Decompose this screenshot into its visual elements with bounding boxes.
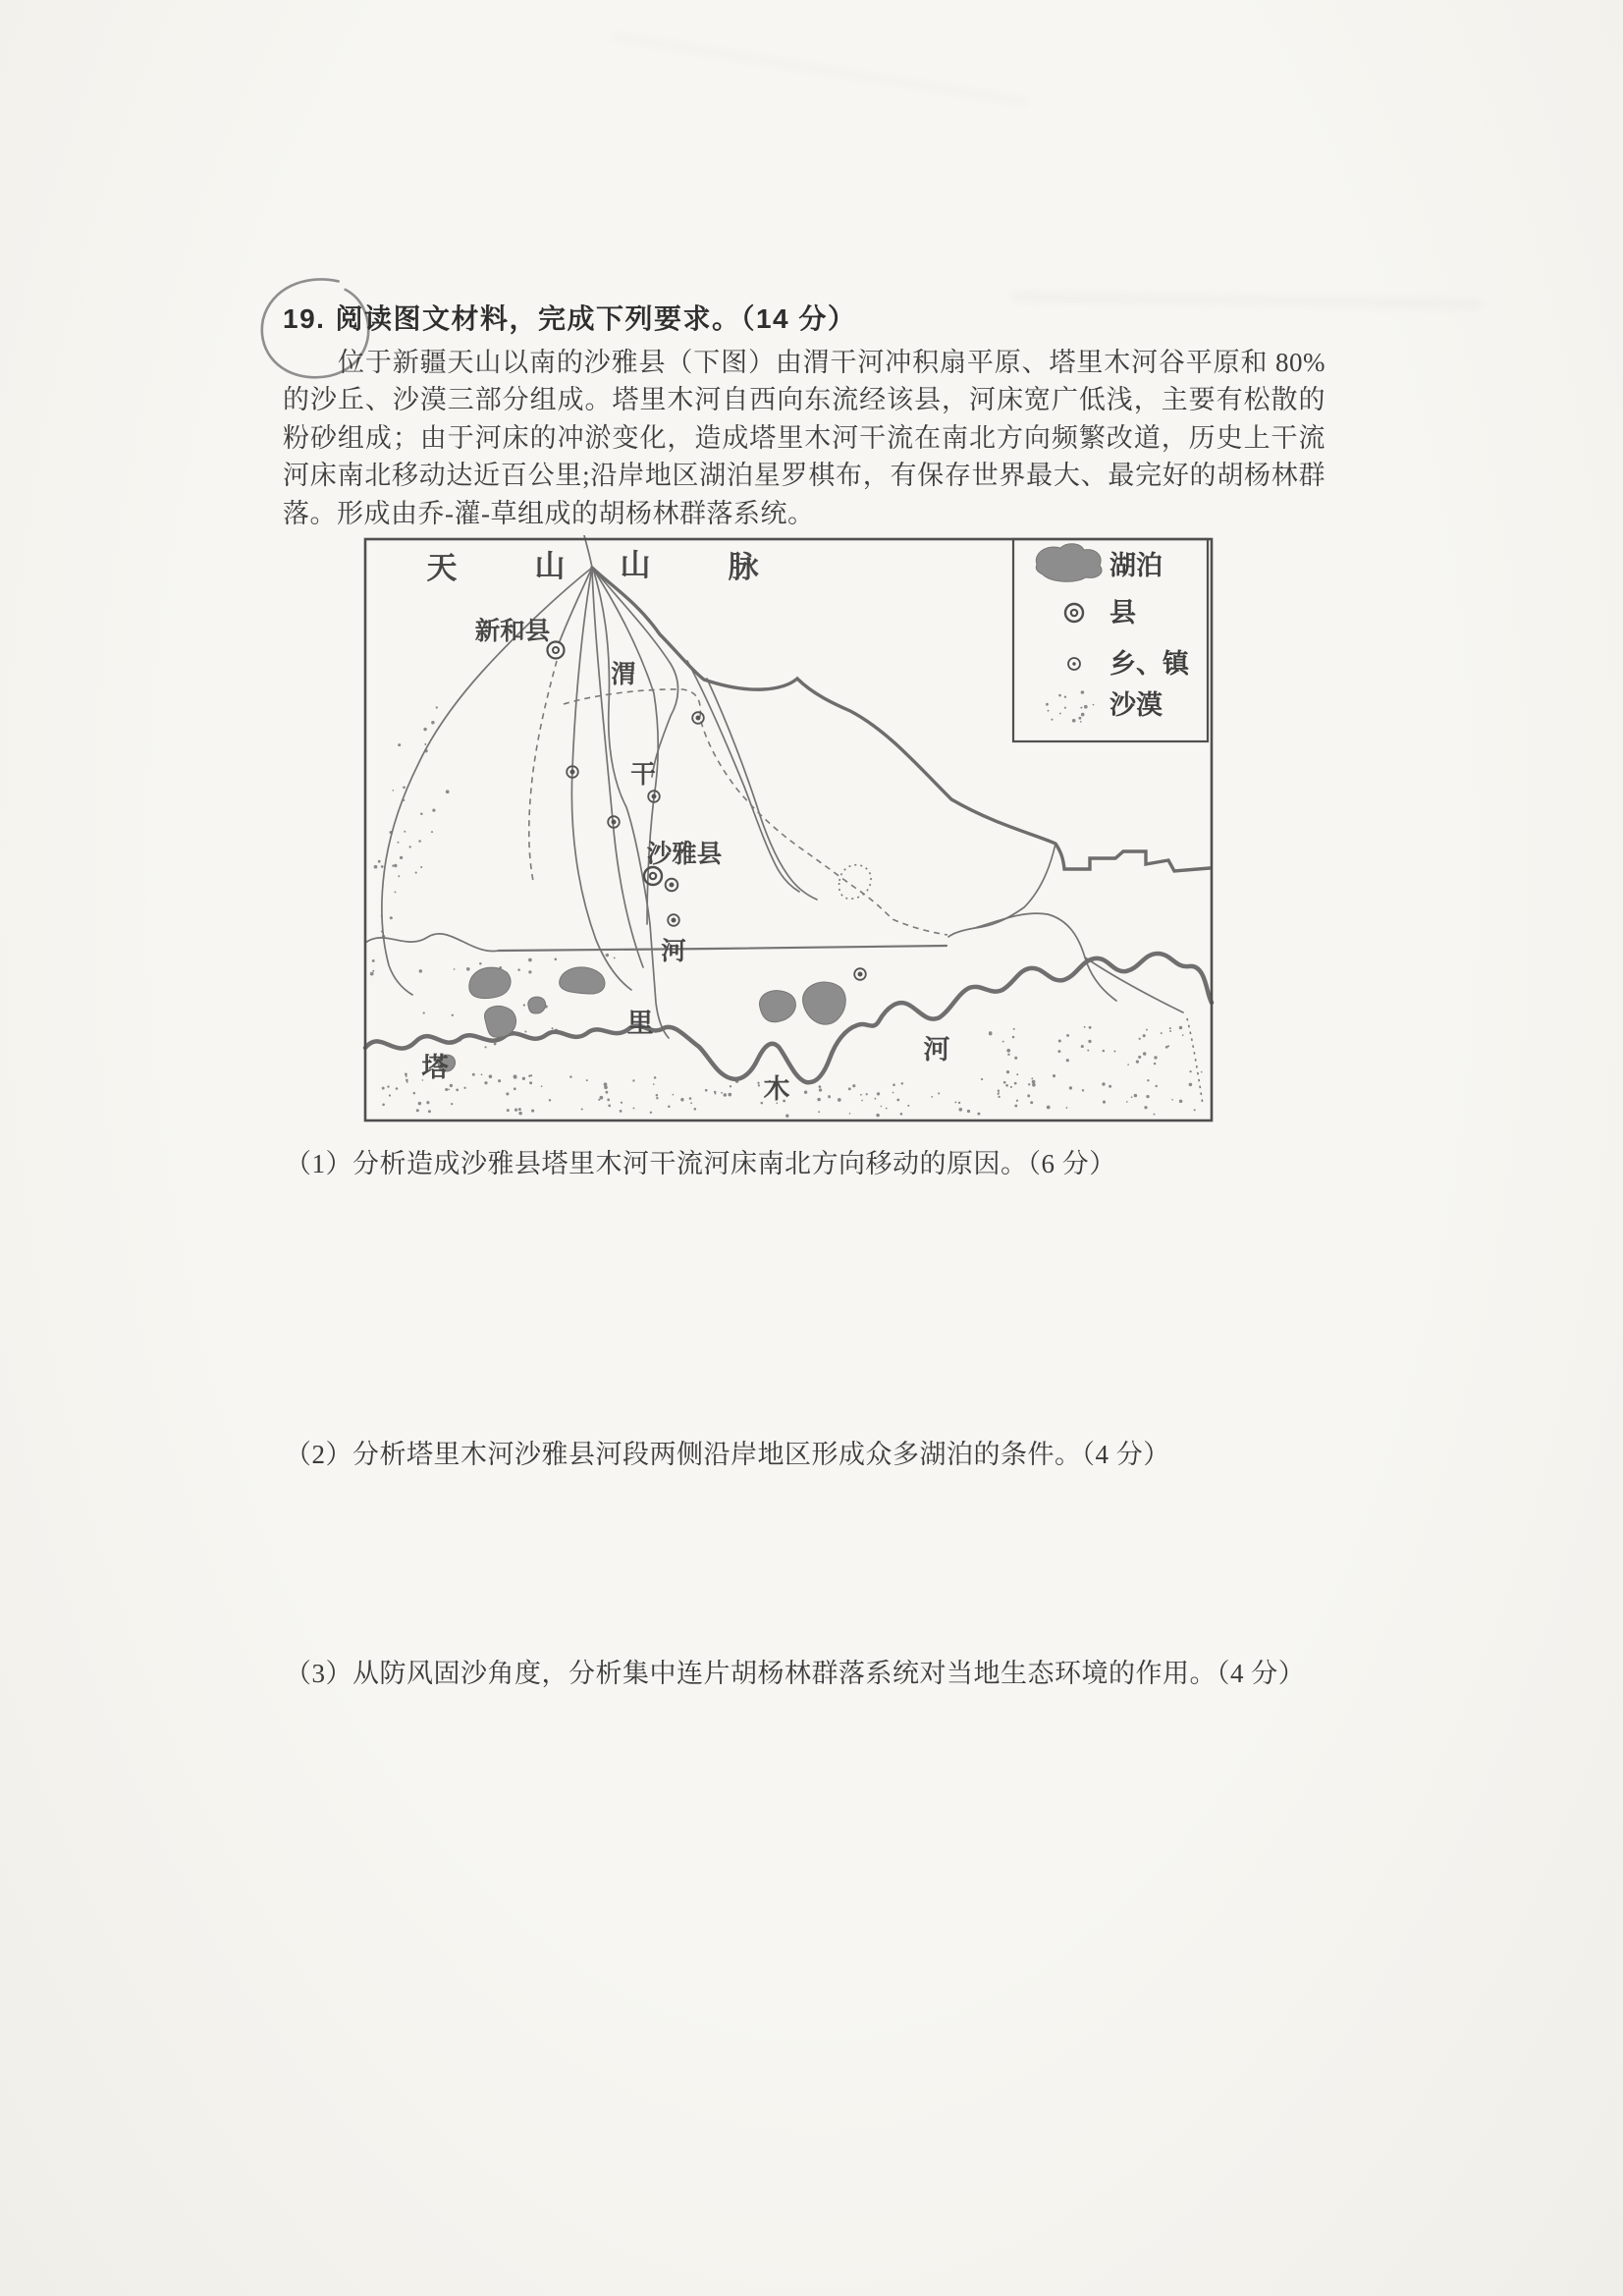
- legend-label: 沙漠: [1109, 690, 1163, 720]
- shaya-county-label: 沙雅县: [646, 840, 723, 868]
- lake-shape: [803, 982, 846, 1024]
- weigan-river-label-char: 渭: [611, 660, 636, 688]
- sub-question-3: [285, 1652, 1305, 1690]
- question-label: （3）: [285, 1659, 352, 1688]
- legend-label: 乡、镇: [1109, 649, 1189, 679]
- scan-smudge: [1011, 291, 1483, 310]
- county-marker-shaya: [644, 867, 662, 885]
- lake-shape: [759, 991, 795, 1022]
- mountain-label-char: 脉: [728, 550, 759, 584]
- weigan-river-label-char: 干: [630, 760, 656, 789]
- question-header: [283, 298, 856, 337]
- lake-shape: [560, 967, 605, 994]
- mountain-label-char: 山: [534, 549, 566, 583]
- map-figure: [361, 535, 1216, 1124]
- legend-label: 湖泊: [1109, 551, 1163, 580]
- question-label: （1）: [285, 1149, 352, 1178]
- tarim-river-label-char: 塔: [421, 1053, 449, 1082]
- weigan-river-label-char: 河: [661, 937, 686, 965]
- map-svg: [361, 535, 1216, 1124]
- town-marker: [668, 914, 679, 926]
- sub-question-2: [285, 1433, 1170, 1471]
- question-text: 从防风固沙角度，分析集中连片胡杨林群落系统对当地生态环境的作用。（4 分）: [352, 1659, 1306, 1688]
- tarim-river-label-char: 河: [923, 1035, 950, 1065]
- legend-label: 县: [1109, 598, 1136, 628]
- town-marker: [692, 712, 704, 724]
- town-marker: [854, 968, 866, 980]
- question-text: 分析塔里木河沙雅县河段两侧沿岸地区形成众多湖泊的条件。（4 分）: [352, 1440, 1170, 1469]
- tarim-river-label-char: 木: [763, 1074, 790, 1104]
- lake-shape: [528, 997, 546, 1013]
- xinhe-county-label: 新和县: [474, 617, 551, 645]
- mountain-label-char: 山: [620, 548, 651, 582]
- question-text: 分析造成沙雅县塔里木河干流河床南北方向移动的原因。（6 分）: [352, 1149, 1116, 1178]
- question-header-text: 阅读图文材料，完成下列要求。（14 分）: [335, 303, 857, 334]
- town-marker: [666, 879, 678, 892]
- town-symbol: [1072, 662, 1075, 665]
- scan-smudge: [611, 31, 1029, 106]
- legend-box: [1013, 539, 1208, 741]
- lake-shape: [469, 967, 511, 999]
- lake-shape: [485, 1006, 516, 1037]
- mountain-label-char: 天: [426, 551, 458, 585]
- question-label: （2）: [285, 1440, 352, 1469]
- tarim-river-label-char: 里: [626, 1009, 654, 1038]
- question-number: 19.: [283, 303, 326, 334]
- sub-question-1: [285, 1142, 1116, 1180]
- intro-paragraph: 位于新疆天山以南的沙雅县（下图）由渭干河冲积扇平原、塔里木河谷平原和 80%的沙丘、沙漠三部分组成。塔里木河自西向东流经该县，河床宽广低浅，主要有松散的粉砂组成；由于河床的冲淤变化，造成塔里木河干流在南北方向频繁改道，历史上干流河床南北移动达近百公里;沿岸地区湖泊星罗棋布，有保存世界最大、最完好的胡杨林群落。形成由乔-灌-草组成的胡杨林群落系统。: [283, 348, 1325, 528]
